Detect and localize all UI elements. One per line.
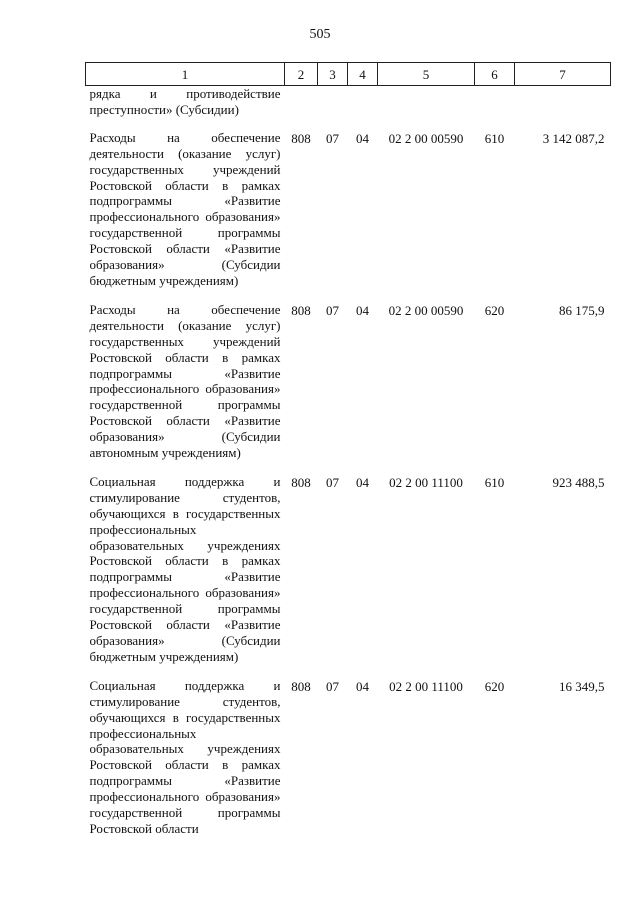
row-description: Расходы на обеспечение деятельности (оказание услуг) государственных учреждений Ростовской области в рамках подпрограммы «Развитие профессионального образования» государственной программы Ростовской области «Развитие образования» (Субсидии автономным учреждениям) — [89, 301, 281, 461]
row-expense-type: 620 — [484, 678, 505, 694]
row-target-article: 02 2 00 11100 — [389, 474, 463, 490]
row-code-subsection — [348, 86, 378, 126]
row-code-subsection: 04 — [356, 678, 369, 694]
row-code-section — [318, 86, 348, 126]
column-header-6: 6 — [475, 63, 515, 86]
row-code-ministry — [285, 86, 318, 126]
row-code-section: 07 — [326, 130, 339, 146]
row-code-section: 07 — [326, 302, 339, 318]
column-header-5: 5 — [378, 63, 475, 86]
row-target-article: 02 2 00 00590 — [388, 302, 464, 318]
table-row — [86, 298, 611, 470]
row-code-ministry: 808 — [291, 130, 311, 146]
row-amount — [515, 86, 611, 126]
column-header-3: 3 — [318, 63, 348, 86]
row-amount: 16 349,5 — [559, 678, 605, 694]
column-header-7: 7 — [515, 63, 611, 86]
row-target-article: 02 2 00 11100 — [389, 678, 463, 694]
row-description: рядка и противодействие преступности» (Субсидии) — [89, 86, 281, 117]
row-code-section: 07 — [326, 474, 339, 490]
table-row — [86, 86, 611, 126]
row-expense-type: 610 — [484, 130, 505, 146]
row-target-article — [378, 86, 475, 126]
row-description: Социальная поддержка и стимулирование студентов, обучающихся в государственных профессиональных образовательных учреждениях Ростовской области в рамках подпрограммы «Развитие профессионального образования» государственной программы Ростовской области — [89, 677, 281, 836]
row-code-ministry: 808 — [291, 678, 311, 694]
row-description: Расходы на обеспечение деятельности (оказание услуг) государственных учреждений Ростовской области в рамках подпрограммы «Развитие профессионального образования» государственной программы Ростовской области «Развитие образования» (Субсидии бюджетным учреждениям) — [89, 129, 281, 288]
row-code-subsection: 04 — [356, 302, 369, 318]
column-header-1: 1 — [86, 63, 285, 86]
row-code-subsection: 04 — [356, 474, 369, 490]
row-amount: 923 488,5 — [552, 474, 605, 490]
table-header-row — [86, 63, 611, 86]
row-amount: 3 142 087,2 — [542, 130, 605, 146]
row-code-ministry: 808 — [291, 302, 311, 318]
row-code-subsection: 04 — [356, 130, 369, 146]
row-expense-type: 620 — [484, 302, 505, 318]
table-row — [86, 470, 611, 674]
table-row — [86, 126, 611, 298]
budget-table — [85, 62, 611, 846]
row-description: Социальная поддержка и стимулирование студентов, обучающихся в государственных профессиональных образовательных учреждениях Ростовской области в рамках подпрограммы «Развитие профессионального образования» государственной программы Ростовской области «Развитие образования» (Субсидии бюджетным учреждениям) — [89, 473, 281, 664]
page-number: 505 — [309, 27, 331, 42]
row-target-article: 02 2 00 00590 — [388, 130, 464, 146]
table-row — [86, 674, 611, 846]
row-expense-type: 610 — [484, 474, 505, 490]
column-header-2: 2 — [285, 63, 318, 86]
row-expense-type — [475, 86, 515, 126]
row-amount: 86 175,9 — [559, 302, 605, 318]
column-header-4: 4 — [348, 63, 378, 86]
row-code-ministry: 808 — [291, 474, 311, 490]
row-code-section: 07 — [326, 678, 339, 694]
